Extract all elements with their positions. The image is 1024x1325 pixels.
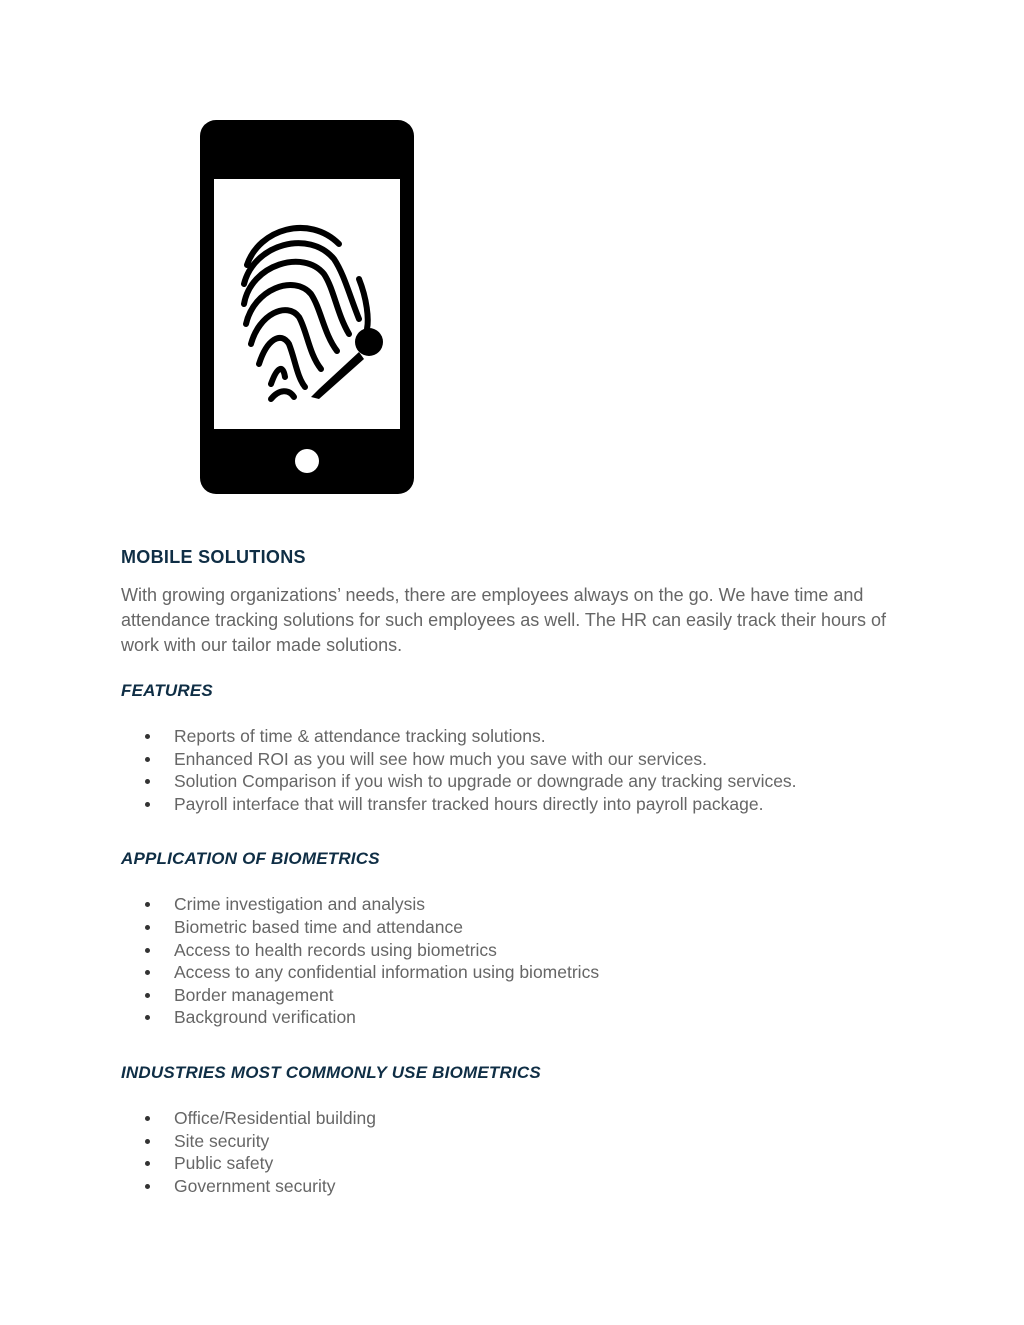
list-item: Crime investigation and analysis [121, 893, 921, 916]
list-item: Public safety [121, 1152, 921, 1175]
applications-list [121, 893, 921, 1029]
list-item: Payroll interface that will transfer tracked hours directly into payroll package. [121, 793, 921, 816]
page-title: MOBILE SOLUTIONS [121, 547, 306, 567]
main-content [121, 545, 921, 1197]
list-item: Solution Comparison if you wish to upgrade or downgrade any tracking services. [121, 770, 921, 793]
list-item: Access to any confidential information using biometrics [121, 961, 921, 984]
list-item: Site security [121, 1130, 921, 1153]
fingerprint-phone-icon [199, 119, 415, 495]
list-item: Background verification [121, 1006, 921, 1029]
list-item: Access to health records using biometrics [121, 939, 921, 962]
list-item: Reports of time & attendance tracking solutions. [121, 725, 921, 748]
list-item: Enhanced ROI as you will see how much you save with our services. [121, 748, 921, 771]
features-list [121, 725, 921, 815]
industries-heading: INDUSTRIES MOST COMMONLY USE BIOMETRICS [121, 1062, 541, 1082]
applications-heading: APPLICATION OF BIOMETRICS [121, 849, 380, 869]
list-item: Office/Residential building [121, 1107, 921, 1130]
list-item: Biometric based time and attendance [121, 916, 921, 939]
intro-paragraph: With growing organizations’ needs, there are employees always on the go. We have time and attendance tracking solutions for such employees as well. The HR can easily track their hours of work with our tailor made solutions. [121, 585, 887, 655]
list-item: Border management [121, 984, 921, 1007]
features-heading: FEATURES [121, 681, 213, 700]
industries-list [121, 1107, 921, 1197]
list-item: Government security [121, 1175, 921, 1198]
